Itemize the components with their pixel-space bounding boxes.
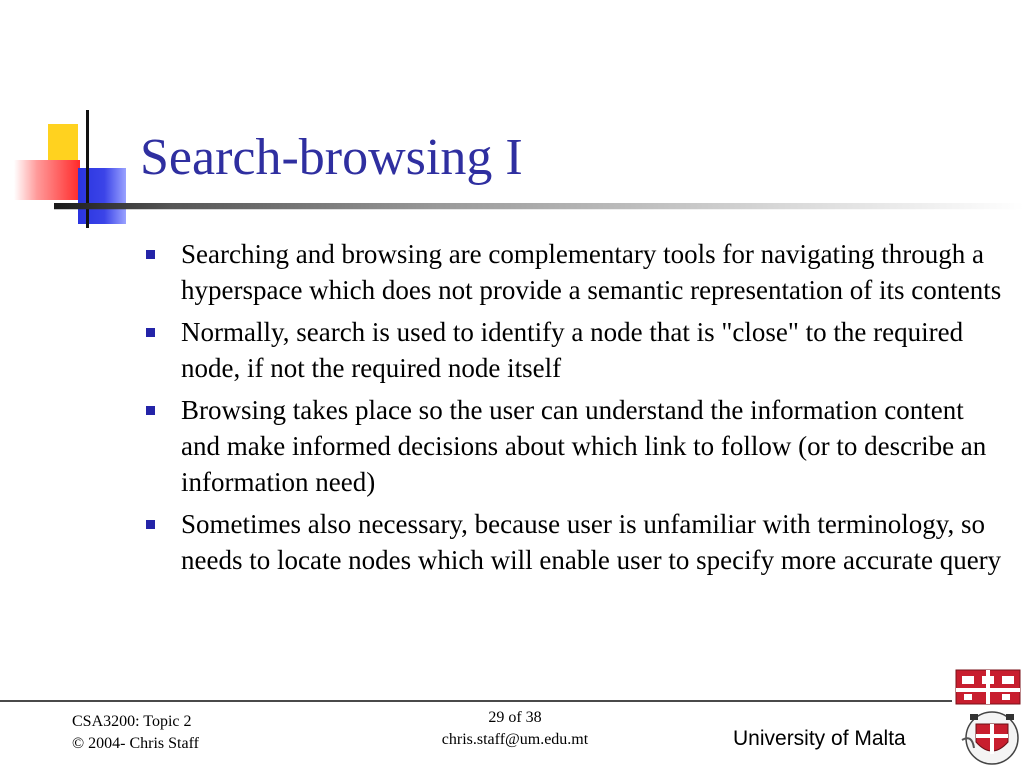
bullet-text: Browsing takes place so the user can understand the information content and make informed decisions about which link to follow (or to describe an information need) [181,395,987,497]
deco-vertical-line [86,110,89,228]
footer-divider [0,700,958,702]
footer-left [72,711,199,755]
bullet-item [143,392,1003,500]
title-underline [54,203,1024,221]
bullet-square-icon [146,520,155,529]
footer-copyright: © 2004- Chris Staff [72,735,199,752]
footer-email: chris.staff@um.edu.mt [441,731,589,748]
bullet-text: Searching and browsing are complementary tools for navigating through a hyperspace which does not provide a semantic representation of its contents [181,239,1002,305]
bullet-square-icon [146,406,155,415]
decorative-squares-icon [0,100,140,240]
bullet-square-icon [146,328,155,337]
footer-center [380,707,650,751]
footer-university: University of Malta [733,727,906,750]
bullet-square-icon [146,250,155,259]
bullet-item [143,236,1003,308]
bullet-list [143,236,1003,584]
footer-page-number: 29 of 38 [488,709,542,726]
university-crest-icon [952,668,1024,768]
footer-course: CSA3200: Topic 2 [72,713,192,730]
bullet-item [143,506,1003,578]
slide-title: Search-browsing I [140,129,523,186]
bullet-text: Normally, search is used to identify a node that is "close" to the required node, if not the required node itself [181,317,964,383]
bullet-text: Sometimes also necessary, because user is unfamiliar with terminology, so needs to locate nodes which will enable user to specify more accurate query [181,509,1002,575]
bullet-item [143,314,1003,386]
deco-red-square [14,160,80,200]
